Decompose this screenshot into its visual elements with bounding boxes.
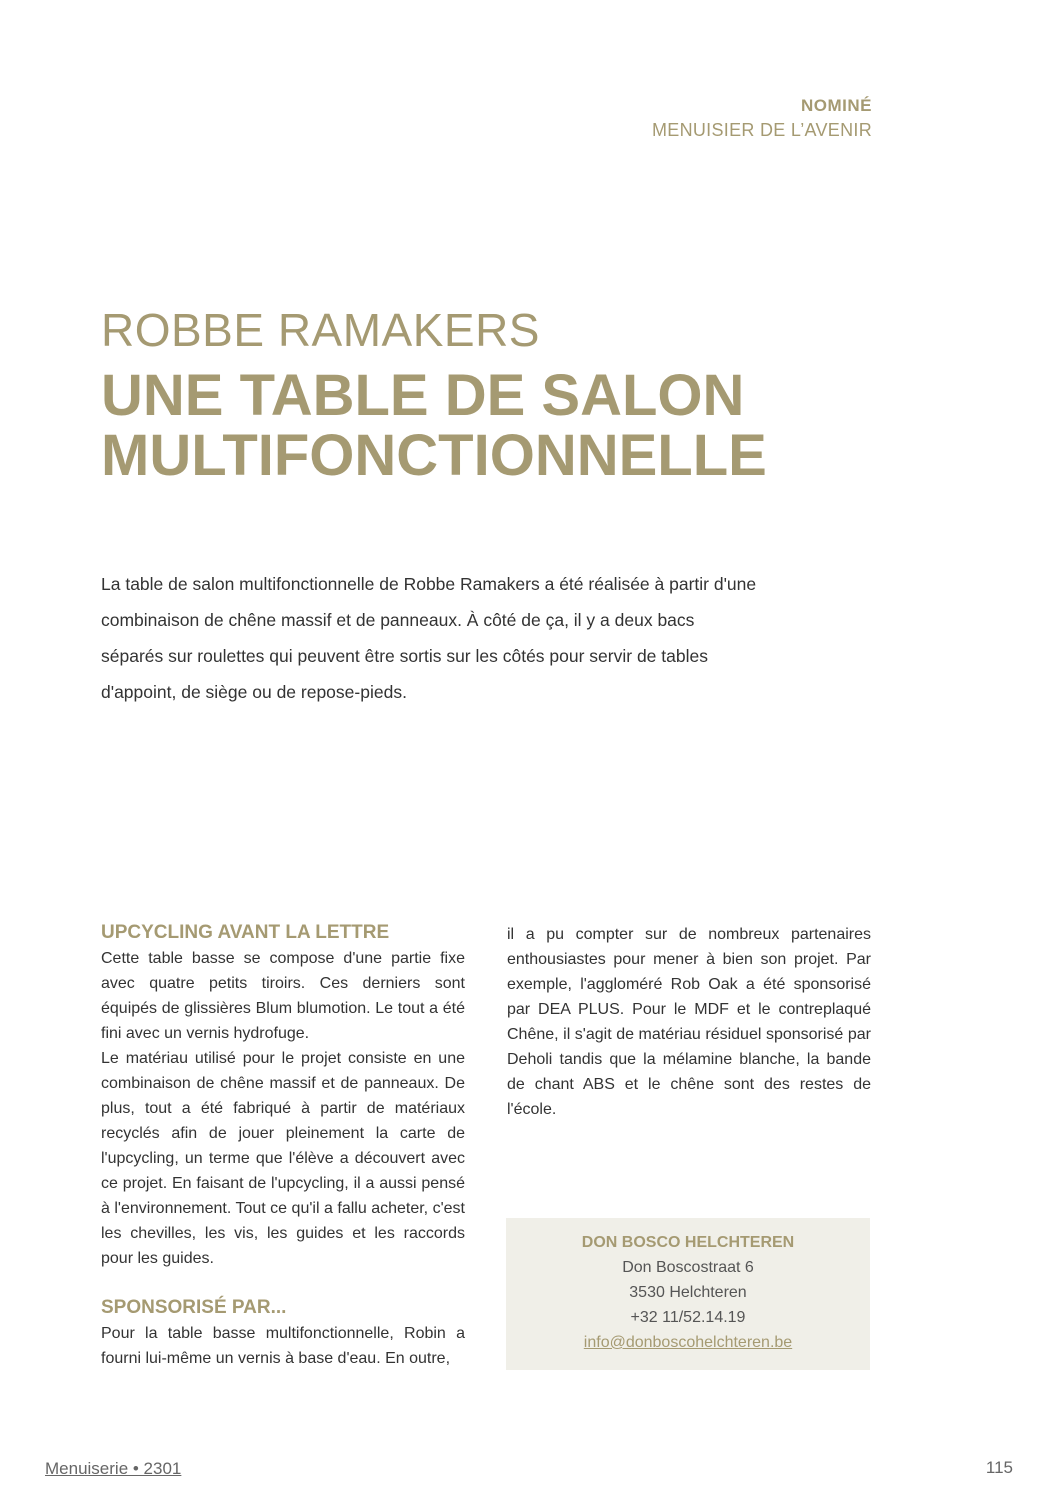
upcycling-paragraph-2: Le matériau utilisé pour le projet consiste en une combinaison de chêne massif et de panneaux. De plus, tout a été fabriqué à partir de matériaux recyclés afin de jouer pleinement la carte de l'upcycling, un terme que l'élève a découvert avec ce projet. En faisant de l'upcycling, il a aussi pensé à l'environnement. Tout ce qu'il a fallu acheter, c'est les chevilles, les vis, les guides et les raccords pour les guides. [101, 1050, 465, 1267]
sponsors-paragraph-end: il a pu compter sur de nombreux partenaires enthousiastes pour mener à bien son projet. Par exemple, l'aggloméré Rob Oak a été sponsorisé par DEA PLUS. Pour le MDF et le contreplaqué Chêne, il s'agit de matériau résiduel sponsorisé par Deholi tandis que la mélamine blanche, la bande de chant ABS et le chêne sont des restes de l'école. [507, 926, 871, 1118]
contact-phone: +32 11/52.14.19 [630, 1309, 746, 1326]
left-column [101, 920, 465, 1371]
contact-email-link[interactable]: info@donboscohelchteren.be [583, 1334, 793, 1351]
contact-street: Don Boscostraat 6 [622, 1259, 754, 1276]
page-header [652, 94, 872, 142]
section-heading-upcycling: UPCYCLING AVANT LA LETTRE [101, 922, 390, 943]
article-title: UNE TABLE DE SALON MULTIFONCTIONNELLE [101, 363, 767, 488]
page-number: 115 [985, 1458, 1013, 1477]
contact-org: DON BOSCO HELCHTEREN [581, 1234, 795, 1251]
right-column [507, 922, 871, 1122]
footer-publication-link[interactable]: Menuiserie • 2301 [45, 1459, 182, 1478]
article-intro: La table de salon multifonctionnelle de Robbe Ramakers a été réalisée à partir d'une combinaison de chêne massif et de panneaux. À côté de ça, il y a deux bacs séparés sur roulettes qui peuvent être sortis sur les côtés pour servir de tables d'appoint, de siège ou de repose-pieds. [101, 574, 757, 702]
upcycling-paragraph-1: Cette table basse se compose d'une partie fixe avec quatre petits tiroirs. Ces derniers sont équipés de glissières Blum blumotion. Le tout a été fini avec un vernis hydrofuge. [101, 950, 465, 1042]
contact-box [506, 1218, 870, 1370]
category-label: MENUISIER DE L’AVENIR [651, 120, 872, 140]
nominee-label: NOMINÉ [801, 96, 872, 115]
author-name: ROBBE RAMAKERS [101, 304, 540, 356]
sponsors-paragraph-start: Pour la table basse multifonctionnelle, Robin a fourni lui-même un vernis à base d'eau. En outre, [101, 1325, 465, 1367]
contact-city: 3530 Helchteren [629, 1284, 747, 1301]
section-heading-sponsors: SPONSORISÉ PAR... [101, 1297, 287, 1318]
